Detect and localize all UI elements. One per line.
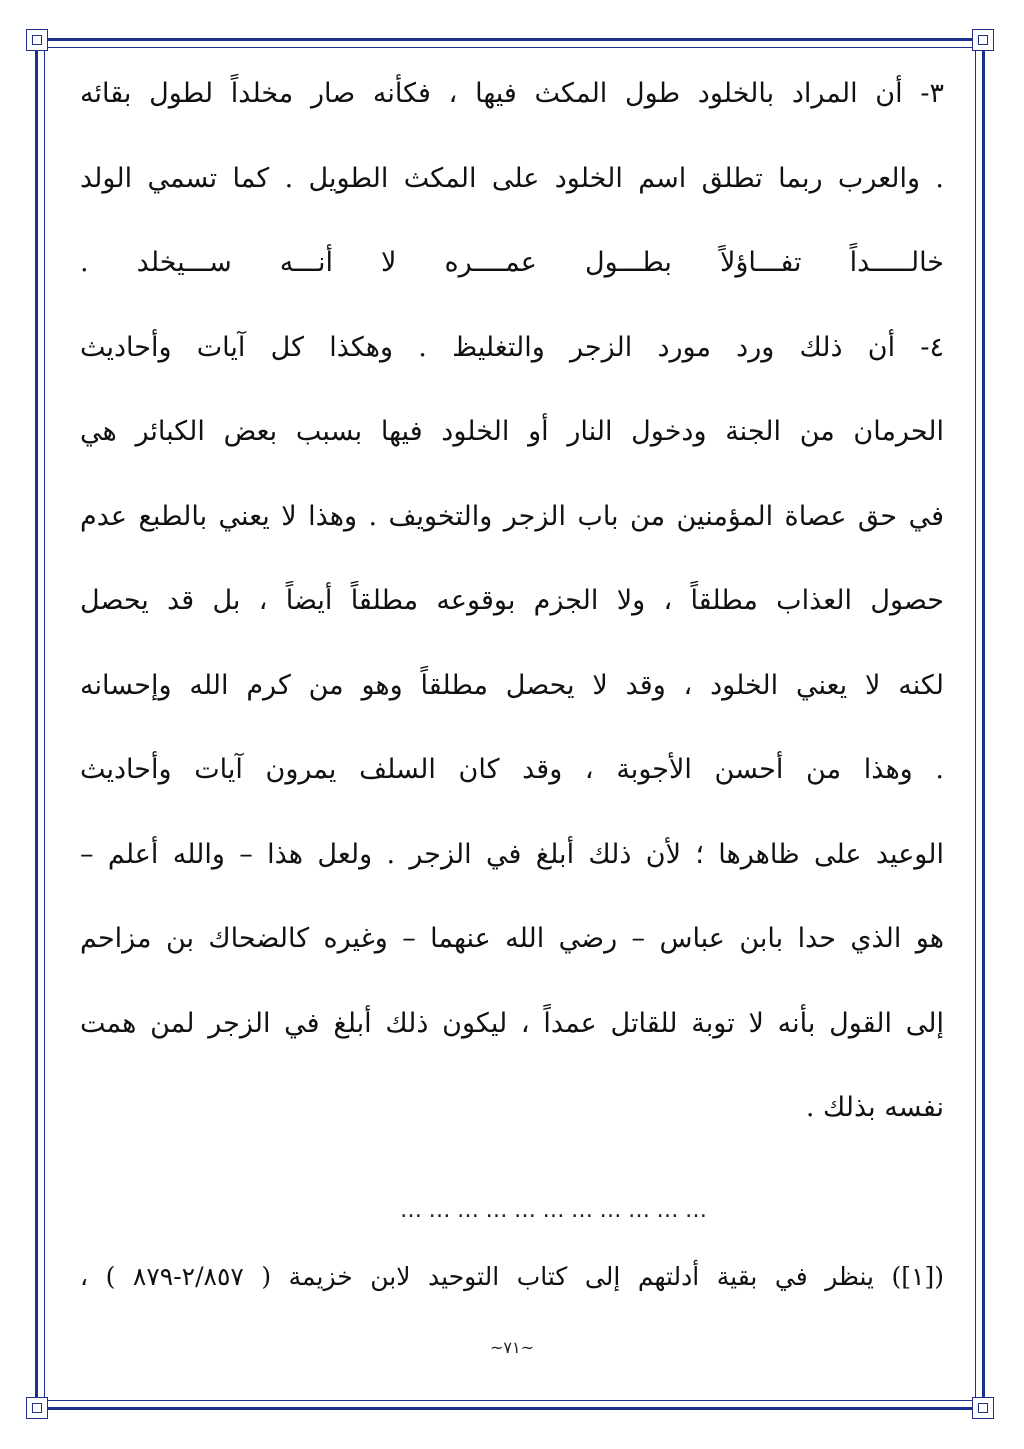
text-line-7: حصول العذاب مطلقاً ، ولا الجزم بوقوعه مطلقاً أيضاً ، بل قد يحصل (80, 585, 944, 616)
text-line-11: هو الذي حدا بابن عباس – رضي الله عنهما – وغيره كالضحاك بن مزاحم (80, 923, 944, 954)
text-line-8: لكنه لا يعني الخلود ، وقد لا يحصل مطلقاً وهو من كرم الله وإحسانه (80, 669, 944, 701)
text-line-5: الحرمان من الجنة ودخول النار أو الخلود فيها بسبب بعض الكبائر هي (80, 416, 944, 447)
footnote-separator: …………………………… (400, 1198, 714, 1223)
text-line-13: نفسه بذلك . (805, 1092, 944, 1123)
body-text (80, 62, 944, 1161)
text-line-4: ٤- أن ذلك ورد مورد الزجر والتغليظ . وهكذا كل آيات وأحاديث (80, 331, 944, 363)
text-line-12: إلى القول بأنه لا توبة للقاتل عمداً ، ليكون ذلك أبلغ في الزجر لمن همت (80, 1007, 944, 1039)
text-line-1: ٣- أن المراد بالخلود طول المكث فيها ، فكأنه صار مخلداً لطول بقائه (80, 78, 944, 109)
text-line-2: . والعرب ربما تطلق اسم الخلود على المكث الطويل . كما تسمي الولد (80, 162, 944, 194)
corner-ornament-top-left (26, 29, 48, 51)
text-line-10: الوعيد على ظاهرها ؛ لأن ذلك أبلغ في الزجر . ولعل هذا – والله أعلم – (80, 838, 944, 870)
corner-ornament-bottom-left (26, 1397, 48, 1419)
text-line-6: في حق عصاة المؤمنين من باب الزجر والتخويف . وهذا لا يعني بالطبع عدم (80, 500, 944, 532)
corner-ornament-top-right (972, 29, 994, 51)
footnote: ([١]) ينظر في بقية أدلتهم إلى كتاب التوحيد لابن خزيمة ( ٢/٨٥٧-٨٧٩ ) ، (80, 1262, 945, 1291)
text-line-9: . وهذا من أحسن الأجوبة ، وقد كان السلف يمرون آيات وأحاديث (80, 754, 944, 785)
page-number: ~٧١~ (490, 1338, 534, 1357)
corner-ornament-bottom-right (972, 1397, 994, 1419)
text-line-3: خالـــــداً تفـــاؤلاً بطـــول عمــــره لا أنـــه ســـيخلد . (80, 247, 944, 278)
